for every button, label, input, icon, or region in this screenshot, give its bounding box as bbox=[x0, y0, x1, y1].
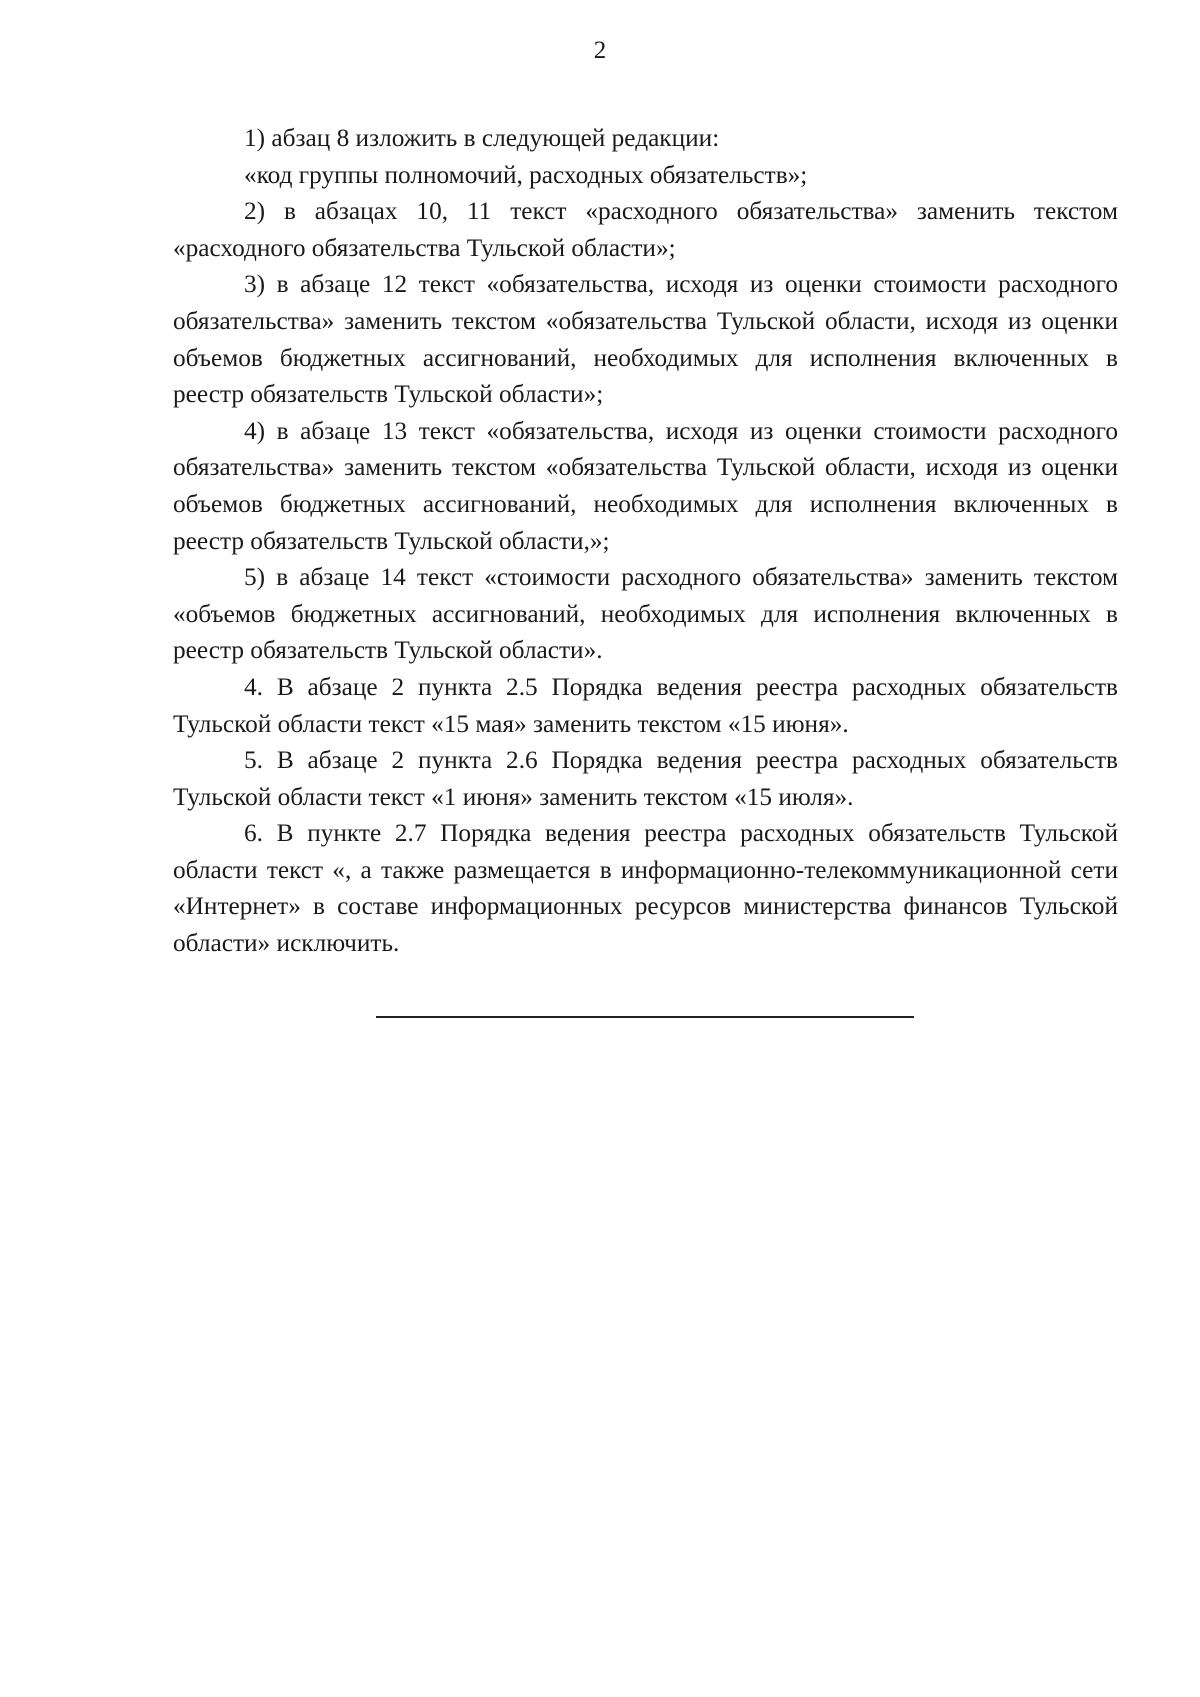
paragraph-5-amend-abzac-14: 5) в абзаце 14 текст «стоимости расходного обязательства» заменить текстом «объемов бюджетных ассигнований, необходимых для исполнения включенных в реестр обязательств Тульской области». bbox=[173, 563, 1118, 665]
document-body bbox=[173, 120, 1118, 962]
page-number: 2 bbox=[593, 37, 607, 64]
paragraph-2-amend-abzac-10-11: 2) в абзацах 10, 11 текст «расходного обязательства» заменить текстом «расходного обязательства Тульской области»; bbox=[173, 197, 1118, 262]
paragraph-new-wording-quote: «код группы полномочий, расходных обязательств»; bbox=[244, 160, 808, 189]
item-5-point-2-6: 5. В абзаце 2 пункта 2.6 Порядка ведения реестра расходных обязательств Тульской области текст «1 июня» заменить текстом «15 июля». bbox=[173, 746, 1118, 811]
item-6-point-2-7: 6. В пункте 2.7 Порядка ведения реестра расходных обязательств Тульской области текст «, а также размещается в информационно-телекоммуникационной сети «Интернет» в составе информационных ресурсов министерства финансов Тульской области» исключить. bbox=[173, 819, 1118, 958]
paragraph-4-amend-abzac-13: 4) в абзаце 13 текст «обязательства, исходя из оценки стоимости расходного обязательства» заменить текстом «обязательства Тульской области, исходя из оценки объемов бюджетных ассигнований, необходимых для исполнения включенных в реестр обязательств Тульской области,»; bbox=[173, 416, 1118, 555]
paragraph-1-amend-abzac-8: 1) абзац 8 изложить в следующей редакции: bbox=[244, 124, 720, 152]
paragraph-3-amend-abzac-12: 3) в абзаце 12 текст «обязательства, исходя из оценки стоимости расходного обязательства» заменить текстом «обязательства Тульской области, исходя из оценки объемов бюджетных ассигнований, необходимых для исполнения включенных в реестр обязательств Тульской области»; bbox=[173, 270, 1118, 409]
end-of-document-rule bbox=[376, 1016, 914, 1018]
item-4-point-2-5: 4. В абзаце 2 пункта 2.5 Порядка ведения реестра расходных обязательств Тульской области текст «15 мая» заменить текстом «15 июня». bbox=[173, 672, 1118, 738]
